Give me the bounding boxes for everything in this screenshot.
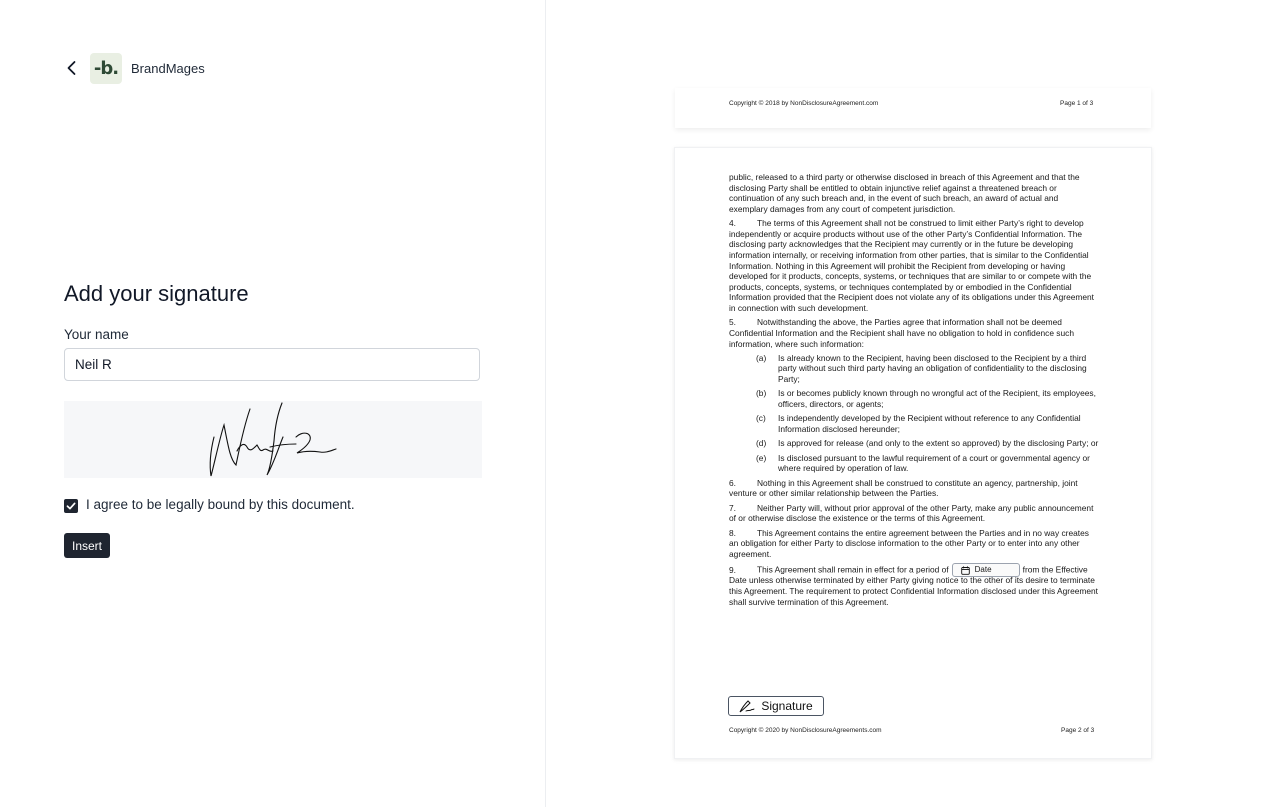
agree-checkbox[interactable] — [64, 499, 78, 513]
signature-drawing — [64, 401, 482, 478]
insert-button[interactable]: Insert — [64, 533, 110, 558]
signature-pad[interactable] — [64, 401, 482, 478]
clause-5: 5. Notwithstanding the above, the Parties agree that information shall not be deemed Confidential Information and the Recipient shall have no obligation to hold in confidence such information, where such information: — [729, 317, 1074, 349]
clause-5-item-d: (d) Is approved for release (and only to the extent so approved) by the disclosing Party; or — [756, 438, 1099, 449]
page1-footer-page-number: Page 1 of 3 — [1060, 100, 1094, 107]
signature-panel — [0, 0, 546, 807]
calendar-icon — [961, 566, 970, 575]
name-input[interactable] — [64, 348, 480, 381]
document-body — [729, 172, 1099, 611]
agree-label[interactable]: I agree to be legally bound by this document. — [86, 497, 355, 512]
signature-field-label: Signature — [761, 699, 813, 713]
check-icon — [65, 500, 77, 512]
brand-name: BrandMages — [131, 61, 205, 76]
clause-5-item-b: (b) Is or becomes publicly known through no wrongful act of the Recipient, its employees, officers, directors, or agents; — [756, 388, 1096, 410]
clause-5-item-c: (c) Is independently developed by the Recipient without reference to any Confidential Information disclosed hereunder; — [756, 413, 1081, 435]
clause-8: 8. This Agreement contains the entire agreement between the Parties and in no way creates an obligation for either Party to disclose information to the other Party or to enter into any other agreement. — [729, 527, 1089, 559]
pen-icon — [739, 699, 755, 713]
clause-5-item-a: (a) Is already known to the Recipient, having been disclosed to the Recipient by a third party without such third party having an obligation of confidentiality to the disclosing Party; — [756, 352, 1087, 385]
clause-4: 4. The terms of this Agreement shall not be construed to limit either Party’s right to develop independently or acquire products without use of the other Party’s Confidential Information. The disclosing party acknowledges that the Recipient may currently or in the future be developing information internally, or receiving information from other parties, that is similar to the Confidential Information. Nothing in this Agreement will prohibit the Recipient from developing or having developed for it products, concepts, systems, or techniques that are similar to or compete with the products, concepts, systems, or techniques contemplated by or embodied in the Confidential Information provided that the Recipient does not violate any of its obligations under this Agreement in connection with such development. — [729, 218, 1094, 313]
page2-footer-page-number: Page 2 of 3 — [1061, 727, 1095, 734]
name-label: Your name — [64, 327, 129, 342]
clause-6: 6. Nothing in this Agreement shall be construed to constitute an agency, partnership, joint venture or other similar relationship between the Parties. — [729, 477, 1078, 499]
signature-field[interactable] — [728, 696, 824, 716]
page1-footer-copyright: Copyright © 2018 by NonDisclosureAgreement.com — [729, 100, 879, 107]
date-field-label: Date — [974, 565, 992, 575]
chevron-left-icon — [62, 58, 82, 78]
brand-logo: -b. — [90, 53, 122, 84]
clause-7: 7. Neither Party will, without prior approval of the other Party, make any public announcement of or otherwise disclose the existence or the terms of this Agreement. — [729, 502, 1094, 524]
page2-footer-copyright: Copyright © 2020 by NonDisclosureAgreements.com — [729, 727, 882, 734]
clause-9: 9. This Agreement shall remain in effect for a period of Date from the Effective Date unless otherwise terminated by either Party giving notice to the other of its desire to terminate this Agreement. The requirement to protect Confidential Information disclosed under this Agreement shall survive termination of this Agreement. — [729, 564, 1099, 607]
back-button[interactable] — [62, 58, 82, 78]
paragraph-intro: public, released to a third party or otherwise disclosed in breach of this Agreement and that the disclosing Party shall be entitled to obtain injunctive relief against a threatened breach or continuation of any such breach and, in the event of such breach, an award of actual and exemplary damages from any court of competent jurisdiction. — [729, 172, 1080, 214]
clause-5-item-e: (e) Is disclosed pursuant to the lawful requirement of a court or governmental agency or where required by operation of law. — [756, 452, 1090, 474]
document-page-1 — [675, 88, 1151, 128]
page-title: Add your signature — [64, 281, 249, 306]
